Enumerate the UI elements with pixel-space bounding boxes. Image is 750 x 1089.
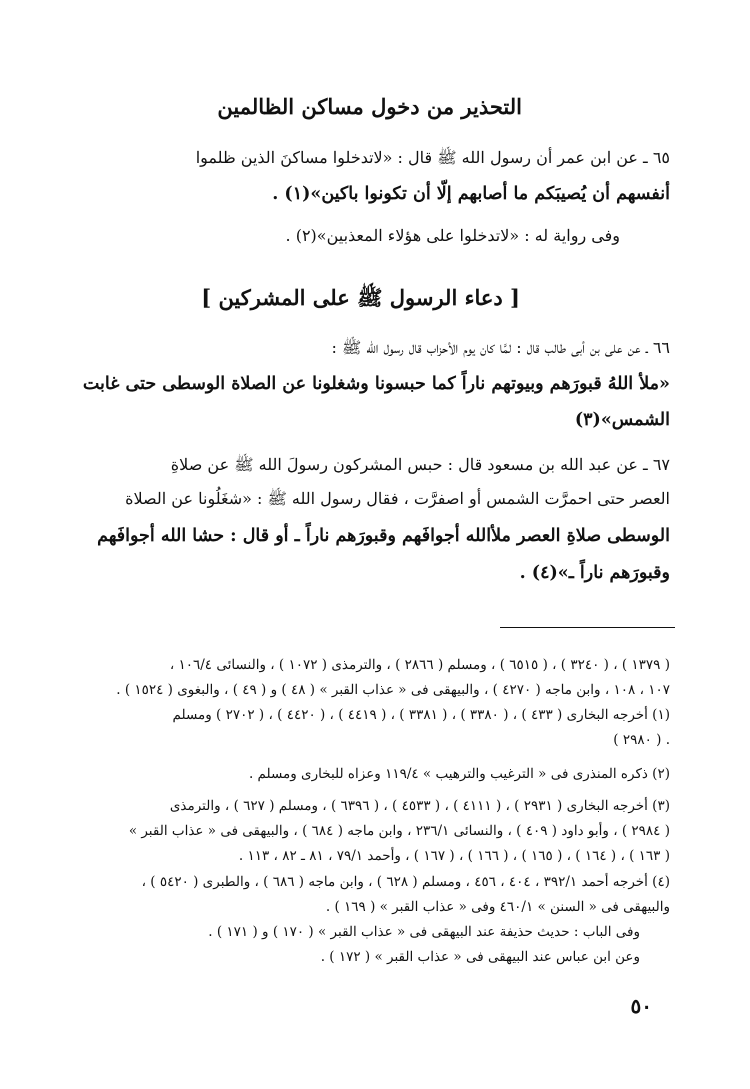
footnote-line-11: وفى الباب : حديث حذيفة عند البيهقى فى « عذاب القبر » ( ١٧٠ ) و ( ١٧١ ) . [208,924,640,940]
page-number: ٥٠ [630,994,652,1018]
hadith-67-line-3: الوسطى صلاةِ العصر ملأالله أجوافَهم وقبورَهم ناراً ـ أو قال : حشا الله أجوافَهم [97,526,670,546]
footnote-line-1: ( ١٣٧٩ ) ، ( ٣٢٤٠ ) ، ( ٦٥١٥ ) ، ومسلم ( ٢٨٦٦ ) ، والترمذى ( ١٠٧٢ ) ، والنسائى ١٠٦/٤ ، [169,657,670,673]
footnote-line-9: (٤) أخرجه أحمد ٣٩٢/١ ، ٤٠٤ ، ٤٥٦ ، ومسلم ( ٦٢٨ ) ، وابن ماجه ( ٦٨٦ ) ، والطبرى ( ٥٤٢٠ ) ، [141,874,670,890]
footnote-line-6: (٣) أخرجه البخارى ( ٢٩٣١ ) ، ( ٤١١١ ) ، ( ٤٥٣٣ ) ، ( ٦٣٩٦ ) ، ومسلم ( ٦٢٧ ) ، والترمذى [169,798,670,814]
section-heading-warning: التحذير من دخول مساكن الظالمين [217,94,522,119]
hadith-66-line-3: الشمس»(٣) [574,410,670,430]
footnote-line-7: ( ٢٩٨٤ ) ، وأبو داود ( ٤٠٩ ) ، والنسائى ٢٣٦/١ ، وابن ماجه ( ٦٨٤ ) ، والبيهقى فى « عذاب القبر » [128,823,670,839]
footnote-line-3: (١) أخرجه البخارى ( ٤٣٣ ) ، ( ٣٣٨٠ ) ، ( ٣٣٨١ ) ، ( ٤٤١٩ ) ، ( ٤٤٢٠ ) ، ( ٢٧٠٢ ) ومسلم [172,707,670,723]
hadith-67-line-1: ٦٧ ـ عن عبد الله بن مسعود قال : حبس المشركون رسولَ الله ﷺ عن صلاةِ [170,455,670,474]
hadith-67-line-4: وقبورَهم ناراً ـ»(٤) . [519,563,670,583]
hadith-65-variant: وفى رواية له : «لاتدخلوا على هؤلاء المعذبين»(٢) . [285,226,620,245]
footnote-line-10: والبيهقى فى « السنن » ٤٦٠/١ وفى « عذاب القبر » ( ١٦٩ ) . [325,899,670,915]
footnote-line-12: وعن ابن عباس عند البيهقى فى « عذاب القبر » ( ١٧٢ ) . [320,949,640,965]
hadith-66-line-1: ٦٦ ـ عن على بن أبى طالب قال : لمَّا كان يوم الأحزاب قال رسول الله ﷺ : [331,338,670,357]
hadith-65-line-1: ٦٥ ـ عن ابن عمر أن رسول الله ﷺ قال : «لاتدخلوا مساكنَ الذين ظلموا [195,148,670,167]
footnote-separator [500,627,675,628]
footnote-line-8: ( ١٦٣ ) ، ( ١٦٤ ) ، ( ١٦٥ ) ، ( ١٦٦ ) ، ( ١٦٧ ) ، وأحمد ٧٩/١ ، ٨١ ـ ٨٢ ، ١١٣ . [238,848,670,864]
footnote-line-5: (٢) ذكره المنذرى فى « الترغيب والترهيب » ١١٩/٤ وعزاه للبخارى ومسلم . [248,766,670,782]
hadith-65-line-2: أنفسهم أن يُصيبَكم ما أصابهم إلّا أن تكونوا باكين»(١) . [272,184,670,204]
hadith-66-line-2: «ملأ اللهُ قبورَهم وبيوتهم ناراً كما حبسونا وشغلونا عن الصلاة الوسطى حتى غابت [82,374,670,394]
hadith-67-line-2: العصر حتى احمرَّت الشمس أو اصفرَّت ، فقال رسول الله ﷺ : «شغَلُونا عن الصلاة [125,489,670,508]
footnote-line-2: ١٠٧ ، ١٠٨ ، وابن ماجه ( ٤٢٧٠ ) ، والبيهقى فى « عذاب القبر » ( ٤٨ ) و ( ٤٩ ) ، والبغوى ( ١٥٢٤ ) . [116,682,670,698]
footnote-line-4: ( ٢٩٨٠ ) . [613,732,670,748]
section-heading-supplication: [ دعاء الرسول ﷺ على المشركين ] [201,285,520,310]
